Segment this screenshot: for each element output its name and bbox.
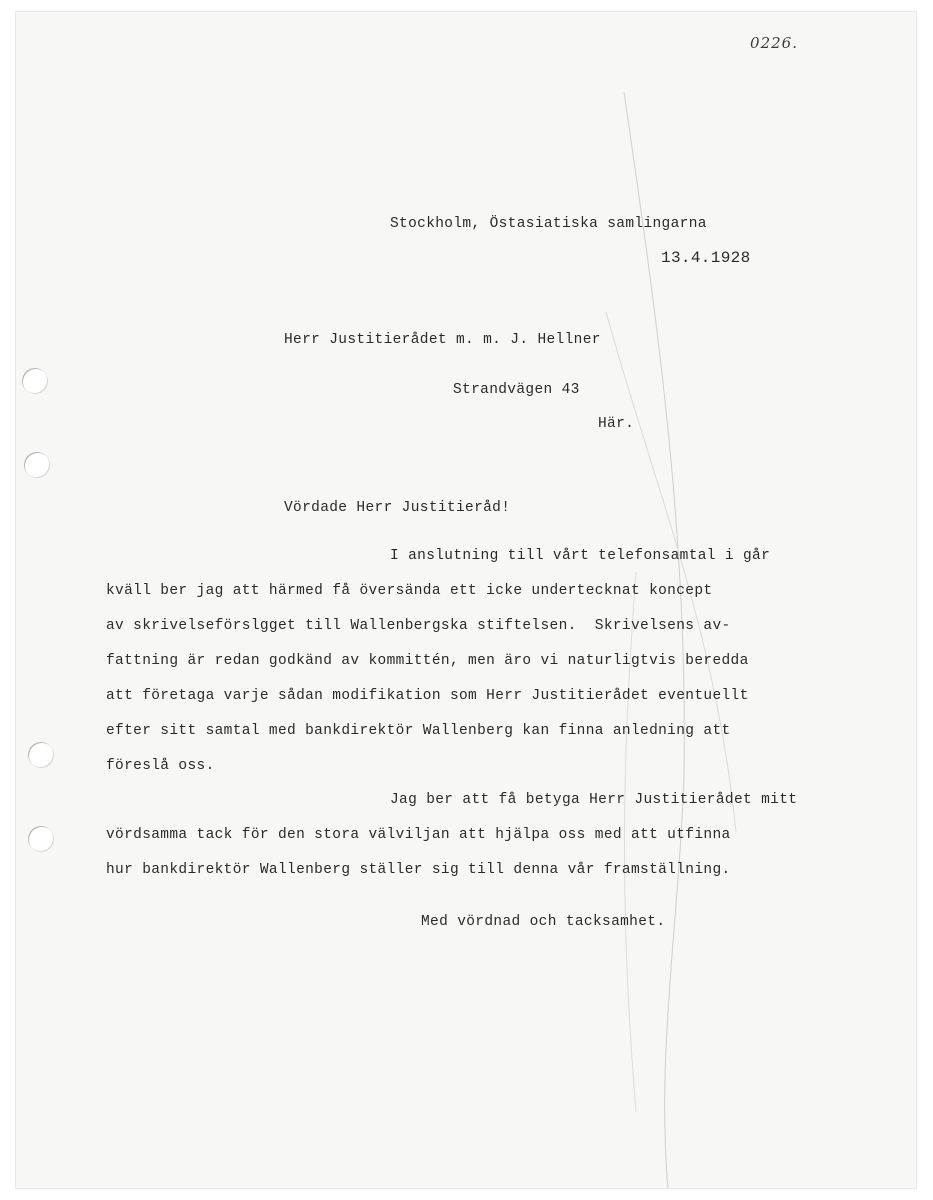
punch-hole (24, 452, 50, 478)
body-line: Jag ber att få betyga Herr Justitierådet mitt (390, 792, 798, 808)
body-line: föreslå oss. (106, 758, 215, 774)
closing: Med vördnad och tacksamhet. (421, 914, 666, 930)
punch-hole (28, 826, 54, 852)
body-line: vördsamma tack för den stora välviljan att hjälpa oss med att utfinna (106, 827, 731, 843)
punch-hole (22, 368, 48, 394)
body-line: fattning är redan godkänd av kommittén, men äro vi naturligtvis beredda (106, 653, 749, 669)
punch-hole (28, 742, 54, 768)
letter-date: 13.4.1928 (661, 249, 751, 267)
recipient-city: Här. (598, 416, 635, 432)
body-line: efter sitt samtal med bankdirektör Wallenberg kan finna anledning att (106, 723, 731, 739)
letter-place: Stockholm, Östasiatiska samlingarna (390, 216, 707, 232)
recipient-street: Strandvägen 43 (453, 382, 580, 398)
body-line: att företaga varje sådan modifikation som Herr Justitierådet eventuellt (106, 688, 749, 704)
letter-page (16, 12, 916, 1188)
body-line: hur bankdirektör Wallenberg ställer sig till denna vår framställning. (106, 862, 731, 878)
salutation: Vördade Herr Justitieråd! (284, 500, 511, 516)
body-line: I anslutning till vårt telefonsamtal i går (390, 548, 771, 564)
archive-number: 0226. (750, 34, 798, 52)
body-line: av skrivelseförslgget till Wallenbergska stiftelsen. Skrivelsens av- (106, 618, 731, 634)
recipient-name: Herr Justitierådet m. m. J. Hellner (284, 332, 601, 348)
body-line: kväll ber jag att härmed få översända ett icke undertecknat koncept (106, 583, 713, 599)
